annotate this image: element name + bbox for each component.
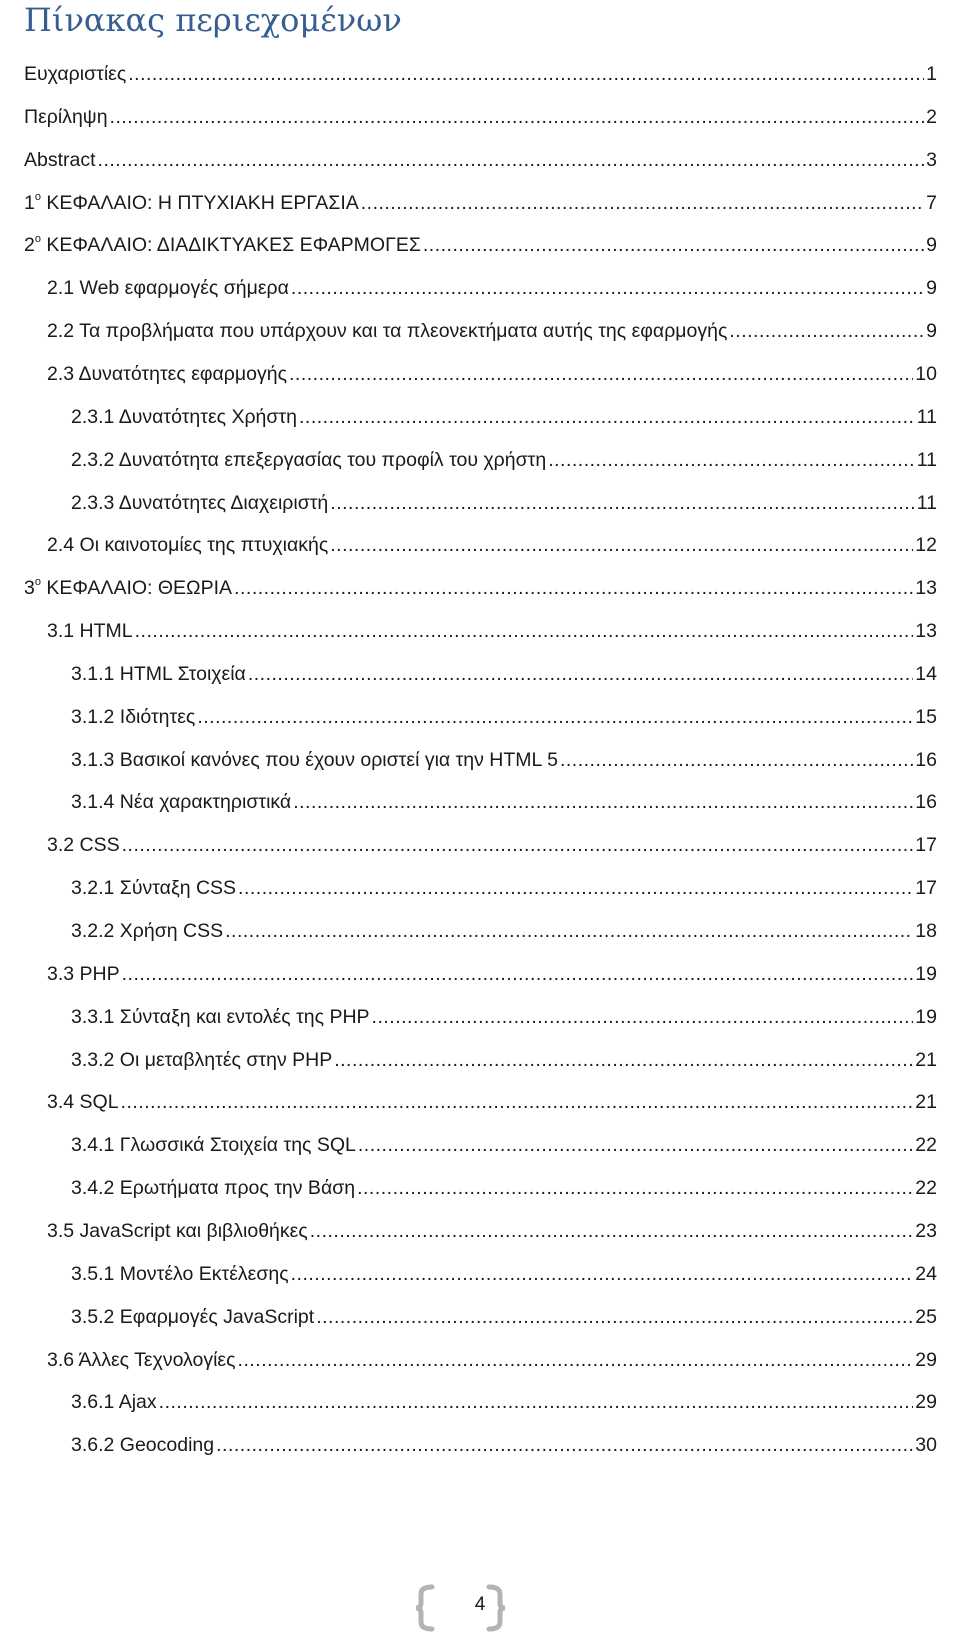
toc-entry-title: 2.3 Δυνατότητες εφαρμογής: [47, 363, 287, 385]
toc-page-number: 30: [915, 1434, 937, 1456]
toc-entry-title: 3.5 JavaScript και βιβλιοθήκες: [47, 1220, 308, 1242]
toc-page-number: 7: [926, 192, 937, 214]
toc-entry-label: [71, 491, 328, 515]
toc-entry-title: 3.1.4 Νέα χαρακτηριστικά: [71, 791, 292, 813]
toc-entry-label: [71, 1005, 370, 1029]
toc-page-number: 21: [915, 1049, 937, 1071]
toc-entry-title: 3.3 PHP: [47, 963, 120, 985]
toc-entry[interactable]: [71, 913, 937, 943]
toc-entry[interactable]: [47, 313, 937, 343]
toc-entry[interactable]: [47, 356, 937, 386]
toc-entry[interactable]: [24, 227, 937, 257]
dot-leader: [299, 405, 915, 429]
toc-entry-title: 2.3.1 Δυνατότητες Χρήστη: [71, 406, 297, 428]
toc-page-number: 12: [915, 534, 937, 556]
toc-entry-label: [71, 705, 195, 729]
toc-entry-title: 3.4 SQL: [47, 1091, 119, 1113]
toc-entry-label: [47, 619, 133, 643]
toc-entry-label: [71, 1305, 314, 1329]
dot-leader: [98, 148, 925, 172]
dot-leader: [128, 62, 924, 86]
toc-entry-title: 3.3.2 Οι μεταβλητές στην PHP: [71, 1049, 333, 1071]
dot-leader: [122, 962, 914, 986]
page-footer: [0, 1576, 960, 1634]
toc-entry-label: [47, 1348, 236, 1372]
dot-leader: [423, 233, 924, 257]
ordinal-superscript: ο: [34, 233, 41, 245]
dot-leader: [110, 105, 925, 129]
dot-leader: [197, 705, 913, 729]
dot-leader: [225, 919, 913, 943]
toc-entry-title: Ευχαριστίες: [24, 63, 127, 85]
dot-leader: [122, 833, 914, 857]
toc-entry-label: [24, 191, 359, 215]
toc-entry[interactable]: [71, 699, 937, 729]
toc-entry-label: [24, 233, 421, 257]
toc-entry-label: [47, 533, 328, 557]
toc-entry-label: [24, 105, 108, 129]
toc-entry-title: 3.2 CSS: [47, 834, 120, 856]
toc-entry-title: 3.6.1 Ajax: [71, 1391, 157, 1413]
toc-entry-title: 3.6 Άλλες Τεχνολογίες: [47, 1349, 236, 1371]
toc-entry-label: [71, 919, 223, 943]
toc-page-number: 11: [916, 492, 937, 514]
toc-page-number: 11: [916, 449, 937, 471]
toc-entry-title: 2: [24, 234, 35, 256]
dot-leader: [560, 748, 913, 772]
toc-page-number: 21: [915, 1091, 937, 1113]
toc-page-number: 19: [915, 1006, 937, 1028]
dot-leader: [293, 790, 913, 814]
toc-page-number: 18: [915, 920, 937, 942]
toc-entry[interactable]: [47, 1084, 937, 1114]
toc-entry-title: 3.1.3 Βασικοί κανόνες που έχουν οριστεί για την HTML 5: [71, 749, 558, 771]
toc-entry[interactable]: [47, 270, 937, 300]
dot-leader: [334, 1048, 913, 1072]
toc-entry-label: [71, 1176, 355, 1200]
toc-page-number: 16: [915, 749, 937, 771]
toc-entry[interactable]: [24, 185, 937, 215]
toc-entry[interactable]: [71, 485, 937, 515]
toc-page-number: 13: [915, 620, 937, 642]
dot-leader: [238, 1348, 914, 1372]
right-brace-icon: [485, 1584, 507, 1632]
toc-page-number: 22: [915, 1134, 937, 1156]
toc-page-number: 11: [916, 406, 937, 428]
toc-page-number: 3: [926, 149, 937, 171]
toc-page-number: 24: [915, 1263, 937, 1285]
dot-leader: [234, 576, 913, 600]
toc-entry[interactable]: [71, 442, 937, 472]
toc-entry-label: [71, 876, 236, 900]
toc-entry[interactable]: [71, 1170, 937, 1200]
toc-entry-label: [71, 1133, 356, 1157]
toc-entry-title: 3.1.2 Ιδιότητες: [71, 706, 196, 728]
toc-entry-title: 3.4.2 Ερωτήματα προς την Βάση: [71, 1177, 356, 1199]
toc-entry-label: [71, 662, 246, 686]
toc-entry-title: Περίληψη: [24, 106, 108, 128]
toc-entry[interactable]: [71, 1384, 937, 1414]
toc-entry-title-rest: ΚΕΦΑΛΑΙΟ: ΘΕΩΡΙΑ: [40, 577, 233, 599]
dot-leader: [291, 1262, 914, 1286]
dot-leader: [121, 1090, 914, 1114]
toc-entry-title: 3.5.1 Μοντέλο Εκτέλεσης: [71, 1263, 289, 1285]
dot-leader: [358, 1133, 913, 1157]
toc-entry-label: [24, 62, 126, 86]
toc-entry[interactable]: [47, 613, 937, 643]
toc-page-number: 25: [915, 1306, 937, 1328]
toc-page-number: 22: [915, 1177, 937, 1199]
toc-entry-label: [71, 1433, 214, 1457]
toc-entry[interactable]: [71, 784, 937, 814]
toc-page-number: 23: [915, 1220, 937, 1242]
toc-entry-label: [24, 576, 232, 600]
ordinal-superscript: ο: [34, 191, 41, 203]
toc-page-number: 9: [926, 234, 937, 256]
toc-entry[interactable]: [47, 527, 937, 557]
toc-entry-title: 3.6.2 Geocoding: [71, 1434, 215, 1456]
toc-page-number: 29: [915, 1391, 937, 1413]
toc-entry[interactable]: [71, 656, 937, 686]
toc-entry[interactable]: [71, 1299, 937, 1329]
toc-entry-label: [71, 448, 546, 472]
toc-entry-title: 3.1 HTML: [47, 620, 133, 642]
toc-entry-label: [47, 276, 289, 300]
toc-entry-title: 3.2.2 Χρήση CSS: [71, 920, 224, 942]
toc-page-number: 29: [915, 1349, 937, 1371]
toc-entry-title: 3.3.1 Σύνταξη και εντολές της PHP: [71, 1006, 370, 1028]
dot-leader: [291, 276, 924, 300]
toc-page-number: 16: [915, 791, 937, 813]
toc-entry-label: [47, 833, 120, 857]
toc-entry-title: 3.2.1 Σύνταξη CSS: [71, 877, 237, 899]
toc-entry-title: 2.2 Τα προβλήματα που υπάρχουν και τα πλεονεκτήματα αυτής της εφαρμογής: [47, 320, 728, 342]
dot-leader: [216, 1433, 913, 1457]
toc-entry-title: 2.3.3 Δυνατότητες Διαχειριστή: [71, 492, 329, 514]
toc-entry[interactable]: [71, 1042, 937, 1072]
ordinal-superscript: ο: [34, 576, 41, 588]
page-title: Πίνακας περιεχομένων: [24, 1, 402, 39]
toc-entry-label: [47, 962, 120, 986]
toc-entry[interactable]: [71, 1127, 937, 1157]
toc-entry-label: [71, 405, 297, 429]
toc-entry[interactable]: [24, 142, 937, 172]
left-brace-icon: [414, 1584, 436, 1632]
toc-entry[interactable]: [24, 56, 937, 86]
toc-entry[interactable]: [71, 742, 937, 772]
toc-entry[interactable]: [71, 1256, 937, 1286]
dot-leader: [310, 1219, 914, 1243]
toc-entry-label: [47, 1219, 308, 1243]
toc-entry-title: 3.4.1 Γλωσσικά Στοιχεία της SQL: [71, 1134, 356, 1156]
toc-page-number: 9: [926, 277, 937, 299]
toc-entry-title-rest: ΚΕΦΑΛΑΙΟ: Η ΠΤΥΧΙΑΚΗ ΕΡΓΑΣΙΑ: [40, 192, 359, 214]
dot-leader: [316, 1305, 913, 1329]
dot-leader: [548, 448, 915, 472]
dot-leader: [357, 1176, 913, 1200]
toc-entry-title: 2.3.2 Δυνατότητα επεξεργασίας του προφίλ του χρήστη: [71, 449, 547, 471]
toc-entry-label: [47, 1090, 119, 1114]
toc-page-number: 17: [915, 834, 937, 856]
toc-page-number: 17: [915, 877, 937, 899]
page-number: 4: [474, 1594, 486, 1615]
toc-entry[interactable]: [71, 399, 937, 429]
toc-page-number: 19: [915, 963, 937, 985]
dot-leader: [289, 362, 913, 386]
dot-leader: [238, 876, 913, 900]
dot-leader: [135, 619, 914, 643]
toc-entry[interactable]: [24, 99, 937, 129]
dot-leader: [159, 1390, 914, 1414]
toc-entry[interactable]: [71, 1427, 937, 1457]
toc-entry-title: Abstract: [24, 149, 96, 171]
toc-page-number: 13: [915, 577, 937, 599]
toc-entry-title: 2.4 Οι καινοτομίες της πτυχιακής: [47, 534, 329, 556]
toc-entry-label: [71, 748, 558, 772]
toc-entry[interactable]: [24, 570, 937, 600]
toc-entry-title: 3: [24, 577, 35, 599]
dot-leader: [361, 191, 924, 215]
toc-entry-label: [71, 1262, 289, 1286]
toc-entry[interactable]: [47, 1213, 937, 1243]
dot-leader: [372, 1005, 914, 1029]
toc-entry-title: 2.1 Web εφαρμογές σήμερα: [47, 277, 289, 299]
toc-page-number: 10: [915, 363, 937, 385]
toc-page-number: 2: [926, 106, 937, 128]
dot-leader: [248, 662, 913, 686]
toc-entry[interactable]: [47, 956, 937, 986]
toc-entry[interactable]: [47, 1342, 937, 1372]
toc-page-number: 1: [926, 63, 937, 85]
dot-leader: [729, 319, 924, 343]
toc-entry[interactable]: [71, 999, 937, 1029]
toc-entry-title: 3.1.1 HTML Στοιχεία: [71, 663, 246, 685]
toc-page-number: 14: [915, 663, 937, 685]
toc-entry[interactable]: [71, 870, 937, 900]
toc-entry-label: [47, 362, 287, 386]
toc-entry-label: [24, 148, 96, 172]
toc-entry-title: 1: [24, 192, 35, 214]
toc-entry[interactable]: [47, 827, 937, 857]
toc-entry-title-rest: ΚΕΦΑΛΑΙΟ: ΔΙΑΔΙΚΤΥΑΚΕΣ ΕΦΑΡΜΟΓΕΣ: [40, 234, 421, 256]
toc-entry-title: 3.5.2 Εφαρμογές JavaScript: [71, 1306, 315, 1328]
toc-entry-label: [71, 1390, 157, 1414]
toc-page-number: 9: [926, 320, 937, 342]
toc-entry-label: [47, 319, 727, 343]
toc-page-number: 15: [915, 706, 937, 728]
dot-leader: [330, 533, 913, 557]
dot-leader: [330, 491, 914, 515]
toc-entry-label: [71, 790, 291, 814]
toc-entry-label: [71, 1048, 332, 1072]
